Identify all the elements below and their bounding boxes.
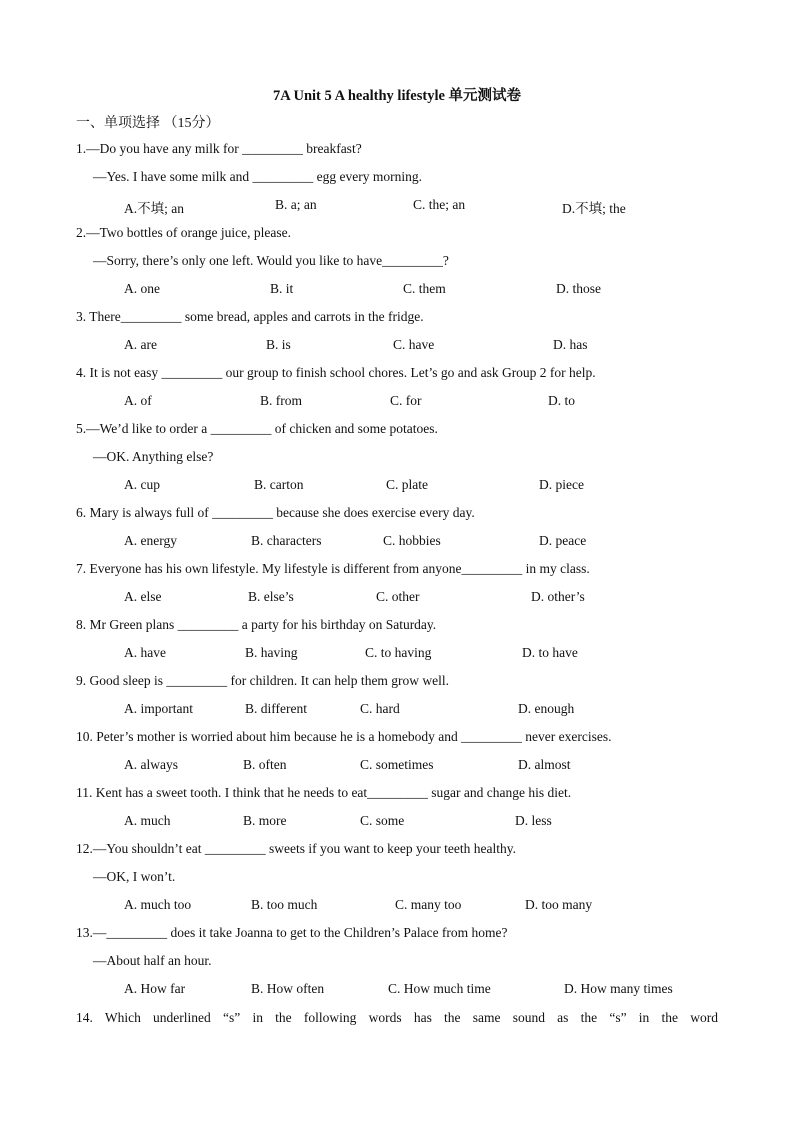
question-12-line-1: 12.—You shouldn’t eat _________ sweets if you want to keep your teeth healthy. <box>76 841 516 856</box>
question-14-line-1: 14. Which underlined “s” in the following words has the same sound as the “s” in the word <box>76 1010 718 1025</box>
question-1-option-d: D.不填; the <box>562 201 626 216</box>
question-13-line-1: 13.—_________ does it take Joanna to get to the Children’s Palace from home? <box>76 925 508 940</box>
question-3-option-b: B. is <box>266 337 291 352</box>
question-2-line-2: —Sorry, there’s only one left. Would you like to have_________? <box>93 253 449 268</box>
question-13-option-b: B. How often <box>251 981 325 996</box>
question-9-line-1: 9. Good sleep is _________ for children. It can help them grow well. <box>76 673 450 688</box>
question-9-option-d: D. enough <box>518 701 575 716</box>
question-5-option-b: B. carton <box>254 477 304 492</box>
question-11-option-c: C. some <box>360 813 405 828</box>
question-12-option-b: B. too much <box>251 897 318 912</box>
question-7-line-1: 7. Everyone has his own lifestyle. My lifestyle is different from anyone_________ in my class. <box>76 561 590 576</box>
question-3-option-a: A. are <box>124 337 157 352</box>
question-7-option-c: C. other <box>376 589 420 604</box>
question-2-option-b: B. it <box>270 281 294 296</box>
question-6-option-b: B. characters <box>251 533 322 548</box>
question-5-option-c: C. plate <box>386 477 428 492</box>
question-10-option-b: B. often <box>243 757 287 772</box>
question-13-line-2: —About half an hour. <box>93 953 212 968</box>
question-13-option-d: D. How many times <box>564 981 673 996</box>
question-1-option-c: C. the; an <box>413 197 466 212</box>
question-4-line-1: 4. It is not easy _________ our group to finish school chores. Let’s go and ask Group 2 for help. <box>76 365 596 380</box>
question-10-line-1: 10. Peter’s mother is worried about him because he is a homebody and _________ never exercises. <box>76 729 612 744</box>
question-12-option-d: D. too many <box>525 897 593 912</box>
question-3-option-c: C. have <box>393 337 435 352</box>
page-title: 7A Unit 5 A healthy lifestyle 单元测试卷 <box>272 88 522 104</box>
question-5-option-d: D. piece <box>539 477 584 492</box>
question-12-line-2: —OK, I won’t. <box>93 869 176 884</box>
question-4-option-d: D. to <box>548 393 575 408</box>
question-6-option-d: D. peace <box>539 533 587 548</box>
question-7-option-a: A. else <box>124 589 162 604</box>
question-6-option-a: A. energy <box>124 533 177 548</box>
question-1-line-1: 1.—Do you have any milk for _________ breakfast? <box>76 141 362 156</box>
section-heading: 一、单项选择 （15分） <box>76 116 220 131</box>
question-8-line-1: 8. Mr Green plans _________ a party for his birthday on Saturday. <box>76 617 437 632</box>
question-2-option-a: A. one <box>124 281 160 296</box>
question-8-option-d: D. to have <box>522 645 578 660</box>
question-13-option-a: A. How far <box>124 981 186 996</box>
question-7-option-d: D. other’s <box>531 589 585 604</box>
question-4-option-c: C. for <box>390 393 422 408</box>
question-1-option-a: A.不填; an <box>124 201 184 216</box>
question-12-option-a: A. much too <box>124 897 192 912</box>
question-9-option-a: A. important <box>124 701 193 716</box>
question-4-option-a: A. of <box>124 393 152 408</box>
question-2-option-d: D. those <box>556 281 601 296</box>
question-9-option-c: C. hard <box>360 701 400 716</box>
question-3-option-d: D. has <box>553 337 588 352</box>
question-4-option-b: B. from <box>260 393 302 408</box>
question-10-option-d: D. almost <box>518 757 571 772</box>
question-10-option-c: C. sometimes <box>360 757 434 772</box>
question-6-option-c: C. hobbies <box>383 533 441 548</box>
question-8-option-b: B. having <box>245 645 298 660</box>
question-9-option-b: B. different <box>245 701 307 716</box>
question-7-option-b: B. else’s <box>248 589 294 604</box>
question-8-option-c: C. to having <box>365 645 432 660</box>
question-2-option-c: C. them <box>403 281 446 296</box>
question-1-line-2: —Yes. I have some milk and _________ egg every morning. <box>93 169 422 184</box>
question-5-line-2: —OK. Anything else? <box>93 449 214 464</box>
question-11-line-1: 11. Kent has a sweet tooth. I think that he needs to eat_________ sugar and change his diet. <box>76 785 572 800</box>
question-3-line-1: 3. There_________ some bread, apples and carrots in the fridge. <box>76 309 424 324</box>
question-12-option-c: C. many too <box>395 897 462 912</box>
question-2-line-1: 2.—Two bottles of orange juice, please. <box>76 225 291 240</box>
question-8-option-a: A. have <box>124 645 166 660</box>
question-13-option-c: C. How much time <box>388 981 491 996</box>
question-10-option-a: A. always <box>124 757 178 772</box>
question-5-line-1: 5.—We’d like to order a _________ of chicken and some potatoes. <box>76 421 438 436</box>
question-11-option-d: D. less <box>515 813 552 828</box>
question-5-option-a: A. cup <box>124 477 160 492</box>
question-6-line-1: 6. Mary is always full of _________ because she does exercise every day. <box>76 505 475 520</box>
question-11-option-a: A. much <box>124 813 171 828</box>
question-11-option-b: B. more <box>243 813 287 828</box>
question-1-option-b: B. a; an <box>275 197 317 212</box>
